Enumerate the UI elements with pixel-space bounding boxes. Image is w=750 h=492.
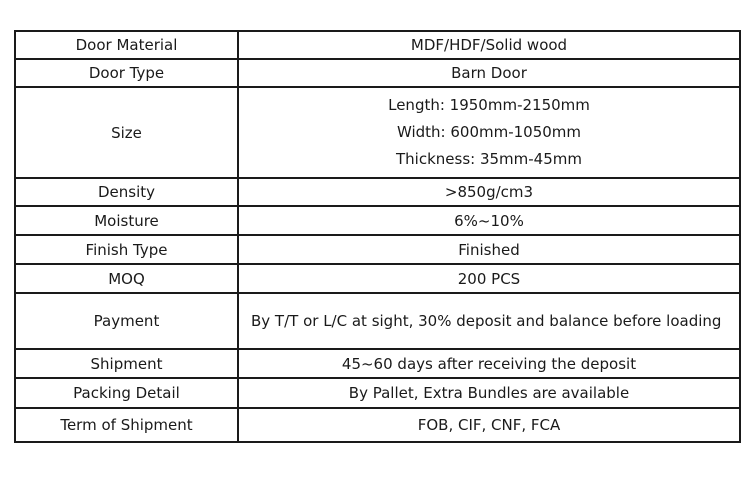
table-row <box>15 408 740 442</box>
spec-value <box>238 87 740 178</box>
table-row <box>15 293 740 349</box>
spec-label: Size <box>15 87 238 178</box>
table-row <box>15 178 740 206</box>
spec-label: Door Material <box>15 31 238 59</box>
spec-value: Barn Door <box>238 59 740 87</box>
spec-value-line: Length: 1950mm-2150mm <box>388 96 590 114</box>
spec-label: Term of Shipment <box>15 408 238 442</box>
spec-value-line: Thickness: 35mm-45mm <box>396 150 582 168</box>
table-row <box>15 378 740 408</box>
spec-label: Packing Detail <box>15 378 238 408</box>
spec-value-line: Width: 600mm-1050mm <box>396 123 582 141</box>
spec-value: 6%~10% <box>238 206 740 235</box>
spec-value: FOB, CIF, CNF, FCA <box>238 408 740 442</box>
product-spec-table <box>14 30 741 443</box>
spec-value: By T/T or L/C at sight, 30% deposit and balance before loading <box>238 293 740 349</box>
spec-value: 45~60 days after receiving the deposit <box>238 349 740 378</box>
table-row <box>15 235 740 264</box>
spec-label: MOQ <box>15 264 238 293</box>
table-row <box>15 59 740 87</box>
table-row <box>15 87 740 178</box>
spec-label: Moisture <box>15 206 238 235</box>
spec-value: MDF/HDF/Solid wood <box>238 31 740 59</box>
table-row <box>15 349 740 378</box>
spec-value: Finished <box>238 235 740 264</box>
spec-value: By Pallet, Extra Bundles are available <box>238 378 740 408</box>
spec-value: >850g/cm3 <box>238 178 740 206</box>
table-row <box>15 206 740 235</box>
spec-label: Density <box>15 178 238 206</box>
table-row <box>15 264 740 293</box>
spec-label: Door Type <box>15 59 238 87</box>
table-row <box>15 31 740 59</box>
spec-value: 200 PCS <box>238 264 740 293</box>
spec-label: Shipment <box>15 349 238 378</box>
spec-label: Payment <box>15 293 238 349</box>
spec-table-body <box>15 31 740 442</box>
spec-label: Finish Type <box>15 235 238 264</box>
